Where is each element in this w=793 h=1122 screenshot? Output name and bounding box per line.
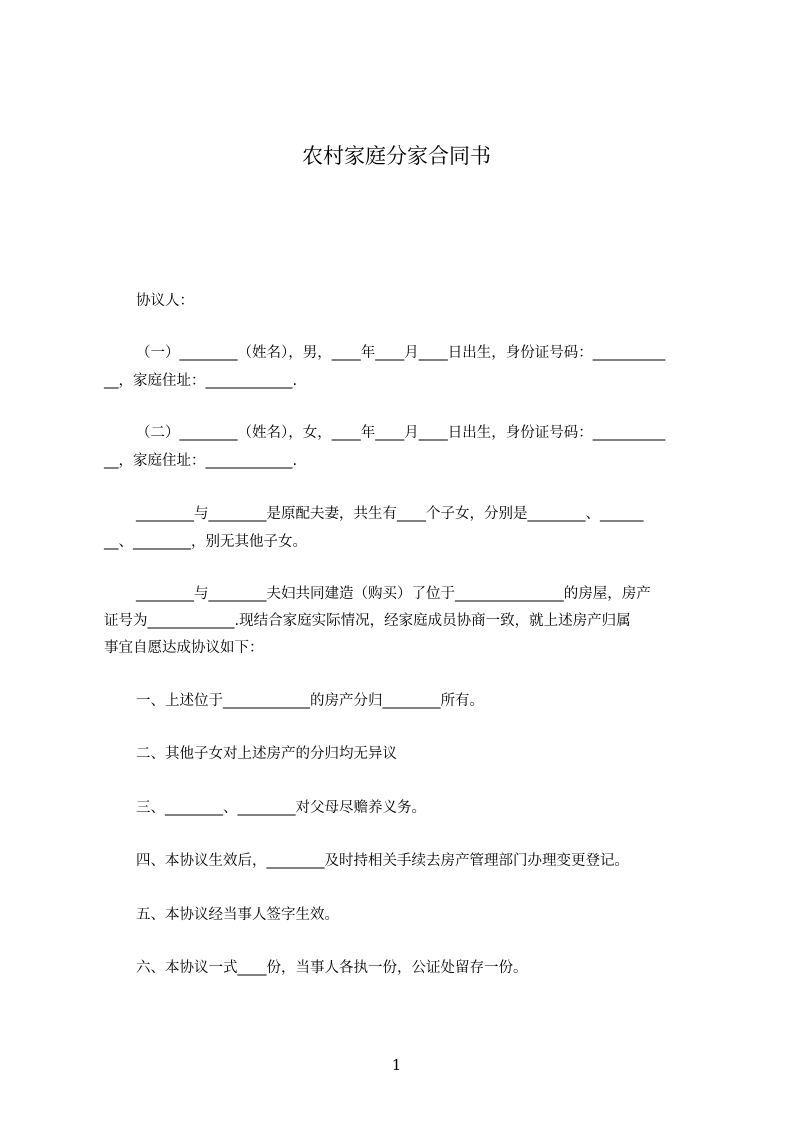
party-one-line-1: （一）________（姓名），男，____年____月____日出生，身份证号码：__________ — [136, 345, 666, 361]
property-line-1: ________与________夫妇共同建造（购买）了位于_______________的房屋，房产 — [136, 586, 651, 602]
clause-six: 六、本协议一式____份，当事人各执一份，公证处留存一份。 — [136, 960, 528, 976]
parties-heading: 协议人： — [136, 293, 194, 309]
document-title: 农村家庭分家合同书 — [302, 144, 491, 168]
party-two-line-1: （二）________（姓名），女，____年____月____日出生，身份证号码：__________ — [136, 425, 666, 441]
clause-four: 四、本协议生效后，________及时持相关手续去房产管理部门办理变更登记。 — [136, 853, 629, 869]
clause-three: 三、________、________对父母尽赡养义务。 — [136, 800, 426, 816]
property-line-2: 证号为____________.现结合家庭实际情况，经家庭成员协商一致，就上述房产归属 — [104, 613, 631, 629]
clause-one: 一、上述位于____________的房产分归________所有。 — [136, 693, 484, 709]
party-two-line-2: __，家庭住址：____________. — [104, 453, 298, 469]
page-number: 1 — [391, 1056, 402, 1074]
children-line-2: __、________，别无其他子女。 — [104, 534, 307, 550]
clause-two: 二、其他子女对上述房产的分归均无异议 — [136, 746, 397, 762]
party-one-line-2: __，家庭住址：____________. — [104, 373, 298, 389]
children-line-1: ________与________是原配夫妻，共生有____个子女，分别是________、______ — [136, 506, 644, 522]
clause-five: 五、本协议经当事人签字生效。 — [136, 907, 339, 923]
property-line-3: 事宜自愿达成协议如下： — [104, 640, 264, 656]
